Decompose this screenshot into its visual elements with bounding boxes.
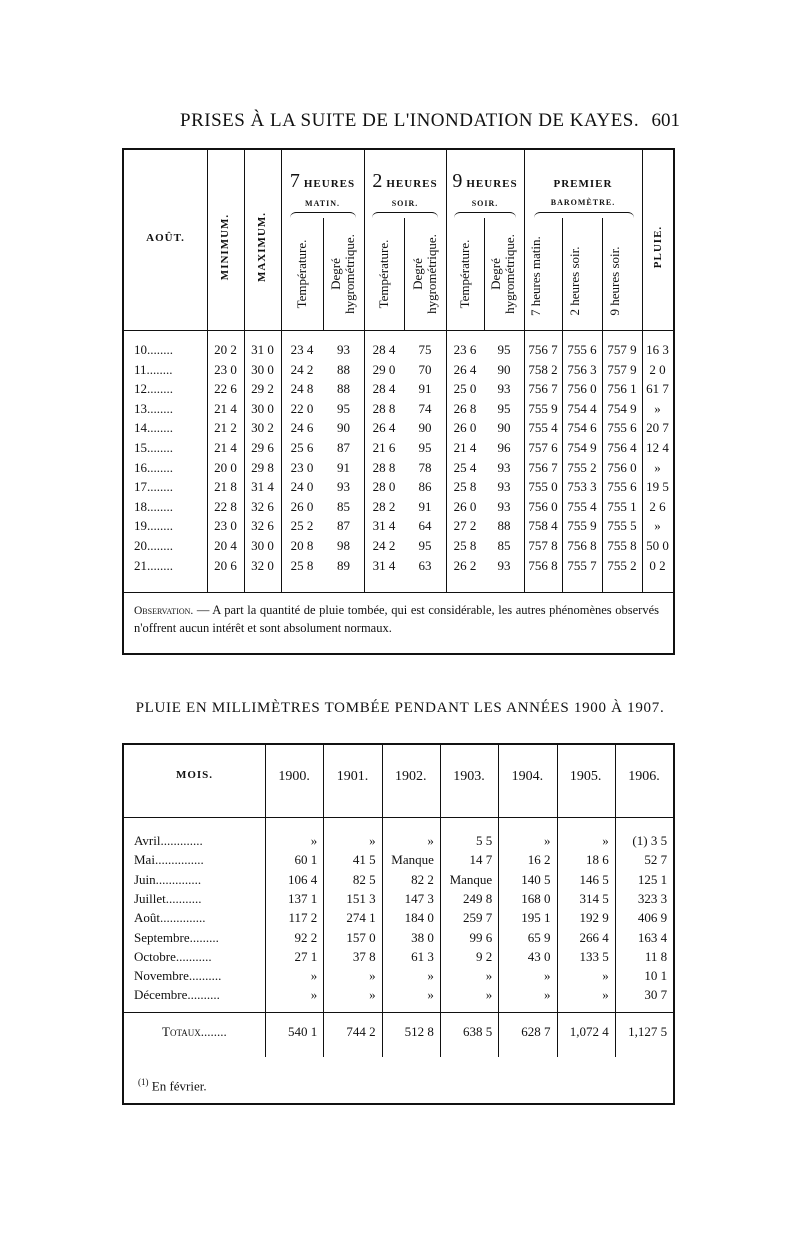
- table-cell: 28 2: [372, 498, 396, 514]
- table-cell: »: [369, 987, 376, 1003]
- year-header: 1904.: [511, 769, 544, 784]
- table-row: [124, 477, 673, 497]
- table-cell: 95: [418, 538, 432, 553]
- table-cell: 753 3: [567, 479, 597, 495]
- table-cell: 61 3: [411, 948, 434, 964]
- table-cell: 90: [418, 420, 432, 436]
- table-cell: Manque: [449, 871, 493, 887]
- table-cell: 754 6: [567, 420, 597, 436]
- group-barometre: PREMIER BAROMÈTRE.: [550, 178, 616, 207]
- table-row: [124, 438, 673, 458]
- table-cell: »: [543, 987, 551, 1003]
- table-cell: 192 9: [579, 910, 609, 926]
- table-cell: 756 0: [607, 459, 637, 475]
- table-cell: 755 1: [607, 498, 637, 514]
- table-cell: 274 1: [346, 910, 376, 926]
- table-cell: 754 9: [607, 400, 637, 416]
- table-cell: 90: [497, 361, 511, 377]
- table-cell: 28 4: [372, 342, 396, 357]
- table-row: [124, 418, 673, 438]
- table-cell: 754 4: [567, 400, 597, 416]
- table-cell: 26 4: [453, 361, 477, 377]
- table-cell: 31 4: [372, 518, 396, 534]
- table-cell: 754 9: [567, 440, 597, 455]
- table-cell: 756 8: [528, 557, 558, 573]
- table-cell: 25 0: [453, 381, 477, 397]
- table-cell: 755 2: [567, 459, 597, 475]
- group-9h: 9 HEURES SOIR.: [452, 170, 518, 208]
- table-cell: 757 9: [607, 361, 637, 377]
- table-cell: 26 0: [453, 498, 477, 514]
- table-cell: 755 4: [567, 498, 597, 514]
- table-cell: 95: [337, 400, 350, 416]
- rainfall-title: PLUIE EN MILLIMÈTRES TOMBÉE PENDANT LES ANNÉES 1900 À 1907.: [135, 700, 665, 716]
- table-cell: 756 7: [528, 381, 558, 397]
- table-cell: 24 6: [290, 420, 314, 436]
- footnote: $^{(1)}$ En février.: [138, 1077, 207, 1094]
- table-cell: 74: [418, 400, 432, 416]
- table-cell: »: [602, 833, 609, 848]
- table-cell: »: [310, 987, 318, 1003]
- table-cell: 25 8: [453, 538, 477, 553]
- hygro-7h: Degré hygrométrique.: [328, 234, 357, 314]
- table-cell: 31 0: [251, 342, 274, 357]
- table-cell: »: [654, 400, 661, 416]
- col-mois: MOIS.: [175, 769, 214, 781]
- total-cell: 744 2: [346, 1024, 376, 1039]
- table-cell: 93: [497, 557, 511, 573]
- table-row: [124, 831, 673, 851]
- row-day: 11........: [134, 361, 173, 377]
- table-cell: 21 4: [214, 400, 237, 416]
- table-cell: 157 0: [346, 929, 376, 945]
- row-day: 20........: [134, 538, 173, 553]
- table-cell: 18 6: [586, 852, 609, 868]
- table-cell: 31 4: [372, 557, 396, 573]
- table-cell: 93: [337, 479, 350, 495]
- table-cell: 756 1: [607, 381, 637, 397]
- table-row: [124, 870, 673, 890]
- table-cell: 85: [337, 498, 350, 514]
- table-cell: 29 8: [251, 459, 274, 475]
- table-cell: 38 0: [411, 929, 434, 945]
- table-cell: 87: [337, 440, 350, 455]
- row-day: 10........: [134, 342, 173, 357]
- observation-note: Observation. — A part la quantité de pluie tombée, qui est considérable, les autres phénomènes observés n'offrent aucun intérêt et sont absolument normaux.: [134, 603, 659, 635]
- table-cell: »: [654, 459, 661, 475]
- table-cell: 30 2: [251, 420, 274, 436]
- table-cell: 10 1: [644, 968, 668, 984]
- table-cell: 758 4: [528, 518, 558, 534]
- table-cell: 30 7: [644, 987, 668, 1003]
- table-cell: 0 2: [649, 557, 666, 573]
- table-cell: 31 4: [251, 479, 274, 495]
- table-cell: 91: [418, 381, 432, 397]
- table-cell: 755 9: [528, 400, 558, 416]
- row-day: 21........: [134, 557, 173, 573]
- table-cell: 20 2: [214, 342, 237, 357]
- table-cell: 140 5: [521, 871, 551, 887]
- table-cell: 98: [337, 538, 350, 553]
- table-row: [124, 850, 673, 870]
- row-day: 13........: [134, 400, 173, 416]
- year-header: 1906.: [628, 769, 660, 784]
- table-cell: 60 1: [294, 852, 318, 868]
- baro-7h: 7 heures matin.: [528, 236, 543, 316]
- table-cell: 32 0: [251, 557, 274, 573]
- table-cell: 125 1: [637, 871, 668, 887]
- table-cell: »: [427, 987, 434, 1003]
- table-cell: 14 7: [469, 852, 493, 868]
- table-cell: 30 0: [251, 400, 274, 416]
- table-cell: 29 2: [251, 381, 274, 397]
- row-month: Juin..............: [134, 871, 202, 887]
- table-cell: 95: [497, 400, 511, 416]
- table-cell: (1) 3 5: [632, 833, 668, 848]
- table-cell: 22 6: [214, 381, 237, 397]
- col-pluie: PLUIE.: [652, 225, 664, 269]
- temp-2h: Température.: [376, 239, 391, 309]
- table-cell: 756 0: [528, 498, 558, 514]
- table-cell: 30 0: [251, 538, 274, 553]
- table-cell: »: [602, 968, 609, 984]
- table-cell: 133 5: [579, 948, 609, 964]
- table-cell: 88: [337, 381, 350, 397]
- row-month: Novembre..........: [134, 968, 222, 984]
- table-cell: 168 0: [521, 890, 551, 906]
- table-cell: »: [310, 833, 318, 848]
- table-cell: 16 2: [527, 852, 551, 868]
- table-cell: 37 8: [352, 948, 376, 964]
- row-day: 17........: [134, 479, 173, 495]
- table-cell: 755 6: [607, 420, 637, 436]
- table-row: [124, 908, 673, 928]
- group-2h: 2 HEURES SOIR.: [372, 170, 438, 208]
- table-row: [124, 928, 673, 948]
- table-cell: 137 1: [288, 890, 318, 906]
- table-cell: 27 1: [294, 948, 318, 964]
- table-cell: 32 6: [251, 518, 274, 534]
- table-cell: 755 7: [567, 557, 597, 573]
- hygro-2h: Degré hygrométrique.: [410, 234, 439, 314]
- table-cell: 24 2: [290, 361, 314, 377]
- table-cell: 756 3: [567, 361, 597, 377]
- table-cell: 323 3: [637, 890, 668, 906]
- table-cell: 87: [337, 518, 350, 534]
- table-cell: 25 6: [290, 440, 314, 455]
- table-cell: 26 0: [453, 420, 477, 436]
- table-cell: 20 4: [214, 538, 237, 553]
- table-row: [124, 516, 673, 536]
- table-cell: 82 5: [352, 871, 376, 887]
- total-cell: 1,127 5: [628, 1024, 668, 1039]
- table-row: [124, 340, 673, 360]
- table-cell: 88: [337, 361, 350, 377]
- table-row: [124, 399, 673, 419]
- table-row: [124, 536, 673, 556]
- row-month: Mai...............: [134, 852, 204, 868]
- table-cell: »: [485, 968, 493, 984]
- table-cell: 757 6: [528, 440, 558, 455]
- table-row: [124, 966, 673, 986]
- table-cell: 25 8: [453, 479, 477, 495]
- table-cell: 259 7: [462, 910, 493, 926]
- table-cell: 21 4: [453, 440, 477, 455]
- table-cell: 19 5: [646, 479, 669, 495]
- table-cell: 755 0: [528, 479, 558, 495]
- total-cell: 512 8: [404, 1024, 434, 1039]
- table-cell: 755 9: [567, 518, 597, 534]
- table-cell: 117 2: [288, 910, 318, 926]
- table-cell: 23 6: [453, 342, 477, 357]
- table-cell: 93: [497, 479, 511, 495]
- hygro-9h: Degré hygrométrique.: [488, 234, 517, 314]
- row-month: Avril.............: [134, 833, 203, 848]
- table-cell: 65 9: [527, 929, 551, 945]
- year-header: 1902.: [394, 769, 427, 784]
- table-cell: 314 5: [579, 890, 609, 906]
- table-cell: 2 0: [649, 361, 666, 377]
- table-row: [124, 379, 673, 399]
- table-cell: 25 2: [290, 518, 314, 534]
- table-cell: 86: [418, 479, 432, 495]
- table-cell: 32 6: [251, 498, 274, 514]
- table-cell: 24 2: [372, 538, 396, 553]
- table-cell: 147 3: [404, 890, 434, 906]
- table-cell: 96: [497, 440, 511, 455]
- table-cell: 756 7: [528, 459, 558, 475]
- rainfall-table-header: [124, 745, 673, 818]
- table-cell: 29 6: [251, 440, 274, 455]
- table-cell: 249 8: [462, 890, 493, 906]
- row-day: 19........: [134, 518, 173, 534]
- table-cell: 43 0: [527, 948, 551, 964]
- year-header: 1905.: [569, 769, 602, 784]
- table-cell: 20 6: [214, 557, 237, 573]
- table-cell: 755 2: [607, 557, 637, 573]
- table-cell: 91: [418, 498, 432, 514]
- table-cell: 93: [337, 342, 350, 357]
- table-cell: 755 6: [567, 342, 597, 357]
- year-header: 1903.: [453, 769, 485, 784]
- table-cell: 758 2: [528, 361, 558, 377]
- table-cell: 28 4: [372, 381, 396, 397]
- table-cell: »: [485, 987, 493, 1003]
- table-cell: 23 0: [214, 361, 237, 377]
- table-cell: 151 3: [346, 890, 376, 906]
- table-cell: 11 8: [644, 948, 668, 964]
- table-cell: 406 9: [637, 910, 668, 926]
- table-cell: 9 2: [475, 948, 493, 964]
- table-cell: 755 8: [607, 538, 637, 553]
- total-cell: 638 5: [462, 1024, 493, 1039]
- running-head: [180, 110, 680, 138]
- table-cell: »: [427, 833, 434, 848]
- table-cell: 22 0: [290, 400, 314, 416]
- table-cell: 5 5: [475, 833, 493, 848]
- col-aout: AOÛT.: [146, 232, 185, 244]
- table-cell: 755 4: [528, 420, 558, 436]
- table-cell: 90: [497, 420, 511, 436]
- row-month: Juillet...........: [134, 890, 202, 906]
- total-cell: 540 1: [288, 1024, 318, 1039]
- table-cell: »: [602, 987, 609, 1003]
- baro-9h: 9 heures soir.: [607, 246, 622, 316]
- table-cell: 26 4: [372, 420, 396, 436]
- table-cell: 27 2: [453, 518, 477, 534]
- table-cell: 757 9: [607, 342, 637, 357]
- table-cell: »: [310, 968, 318, 984]
- table-cell: 25 4: [453, 459, 477, 475]
- table-cell: 61 7: [646, 381, 669, 397]
- observations-table-header: [124, 150, 673, 331]
- temp-7h: Température.: [294, 239, 309, 309]
- totals-row: [124, 1022, 673, 1042]
- table-cell: 266 4: [579, 929, 609, 945]
- table-cell: 21 6: [372, 440, 396, 455]
- table-cell: 89: [337, 557, 350, 573]
- table-cell: 21 4: [214, 440, 237, 455]
- temp-9h: Température.: [457, 239, 472, 309]
- group-7h: 7 HEURES MATIN.: [289, 170, 356, 208]
- table-cell: 20 0: [214, 459, 237, 475]
- table-cell: 91: [337, 459, 350, 475]
- table-cell: 52 7: [644, 852, 668, 868]
- table-cell: 20 8: [290, 538, 314, 553]
- table-cell: 82 2: [411, 871, 434, 887]
- rainfall-table: [122, 743, 675, 1105]
- table-cell: 28 0: [372, 479, 396, 495]
- table-cell: 85: [497, 538, 511, 553]
- observations-table: [122, 148, 675, 655]
- table-cell: 163 4: [637, 929, 668, 945]
- table-cell: 26 0: [290, 498, 314, 514]
- row-month: Septembre.........: [134, 929, 219, 945]
- table-cell: 12 4: [646, 440, 669, 455]
- table-cell: 16 3: [646, 342, 669, 357]
- row-month: Octobre...........: [134, 948, 212, 964]
- row-day: 16........: [134, 459, 173, 475]
- table-cell: »: [654, 518, 661, 534]
- table-cell: 755 5: [607, 518, 637, 534]
- year-header: 1901.: [336, 769, 369, 784]
- table-cell: 23 0: [214, 518, 237, 534]
- table-cell: 93: [497, 459, 511, 475]
- table-cell: »: [543, 833, 551, 848]
- table-cell: 184 0: [404, 910, 434, 926]
- table-cell: »: [369, 968, 376, 984]
- table-cell: 756 7: [528, 342, 558, 357]
- table-cell: 106 4: [288, 871, 318, 887]
- row-month: Décembre..........: [134, 987, 220, 1003]
- table-cell: 95: [418, 440, 432, 455]
- row-day: 18........: [134, 498, 173, 514]
- table-cell: »: [543, 968, 551, 984]
- row-day: 15........: [134, 440, 173, 455]
- table-cell: 756 8: [567, 538, 597, 553]
- table-cell: 29 0: [372, 361, 396, 377]
- table-cell: 2 6: [649, 498, 666, 514]
- table-cell: »: [369, 833, 376, 848]
- table-cell: 93: [497, 381, 511, 397]
- table-cell: 75: [418, 342, 432, 357]
- table-cell: 146 5: [579, 871, 609, 887]
- table-cell: 50 0: [646, 538, 669, 553]
- row-day: 12........: [134, 381, 173, 397]
- table-row: [124, 556, 673, 576]
- table-cell: 30 0: [251, 361, 274, 377]
- col-maximum: MAXIMUM.: [256, 212, 268, 283]
- row-month: Août..............: [134, 910, 206, 926]
- table-cell: 26 8: [453, 400, 477, 416]
- table-cell: 23 4: [290, 342, 314, 357]
- total-cell: 1,072 4: [569, 1024, 609, 1039]
- table-cell: 99 6: [469, 929, 493, 945]
- table-cell: 21 2: [214, 420, 237, 436]
- table-cell: 28 8: [372, 459, 396, 475]
- row-day: 14........: [134, 420, 173, 436]
- table-cell: 757 8: [528, 538, 558, 553]
- table-cell: 92 2: [294, 929, 318, 945]
- table-cell: 95: [497, 342, 511, 357]
- table-cell: 25 8: [290, 557, 314, 573]
- table-cell: 88: [497, 518, 511, 534]
- table-cell: 70: [418, 361, 432, 377]
- table-cell: Manque: [391, 852, 434, 868]
- table-cell: 64: [418, 518, 432, 534]
- year-header: 1900.: [278, 769, 310, 784]
- table-cell: 756 4: [607, 440, 637, 455]
- table-cell: 20 7: [646, 420, 669, 436]
- table-row: [124, 497, 673, 517]
- totals-label: Totaux........: [162, 1024, 227, 1039]
- table-cell: 63: [418, 557, 432, 573]
- table-cell: 195 1: [521, 910, 551, 926]
- page-number: 601: [651, 110, 680, 131]
- table-cell: 21 8: [214, 479, 237, 495]
- running-title: PRISES À LA SUITE DE L'INONDATION DE KAYES.: [180, 110, 640, 131]
- table-row: [124, 889, 673, 909]
- table-cell: 90: [337, 420, 350, 436]
- table-cell: 23 0: [290, 459, 314, 475]
- baro-2h: 2 heures soir.: [567, 246, 582, 316]
- table-cell: 93: [497, 498, 511, 514]
- table-cell: 24 8: [290, 381, 314, 397]
- table-cell: 28 8: [372, 400, 396, 416]
- table-cell: 22 8: [214, 498, 237, 514]
- table-cell: 26 2: [453, 557, 477, 573]
- table-cell: 78: [418, 459, 432, 475]
- col-minimum: MINIMUM.: [219, 213, 231, 281]
- table-row: [124, 360, 673, 380]
- total-cell: 628 7: [521, 1024, 551, 1039]
- table-cell: 41 5: [352, 852, 376, 868]
- table-row: [124, 985, 673, 1005]
- table-cell: 756 0: [567, 381, 597, 397]
- table-cell: »: [427, 968, 434, 984]
- table-cell: 755 6: [607, 479, 637, 495]
- table-row: [124, 458, 673, 478]
- table-cell: 24 0: [290, 479, 314, 495]
- table-row: [124, 947, 673, 967]
